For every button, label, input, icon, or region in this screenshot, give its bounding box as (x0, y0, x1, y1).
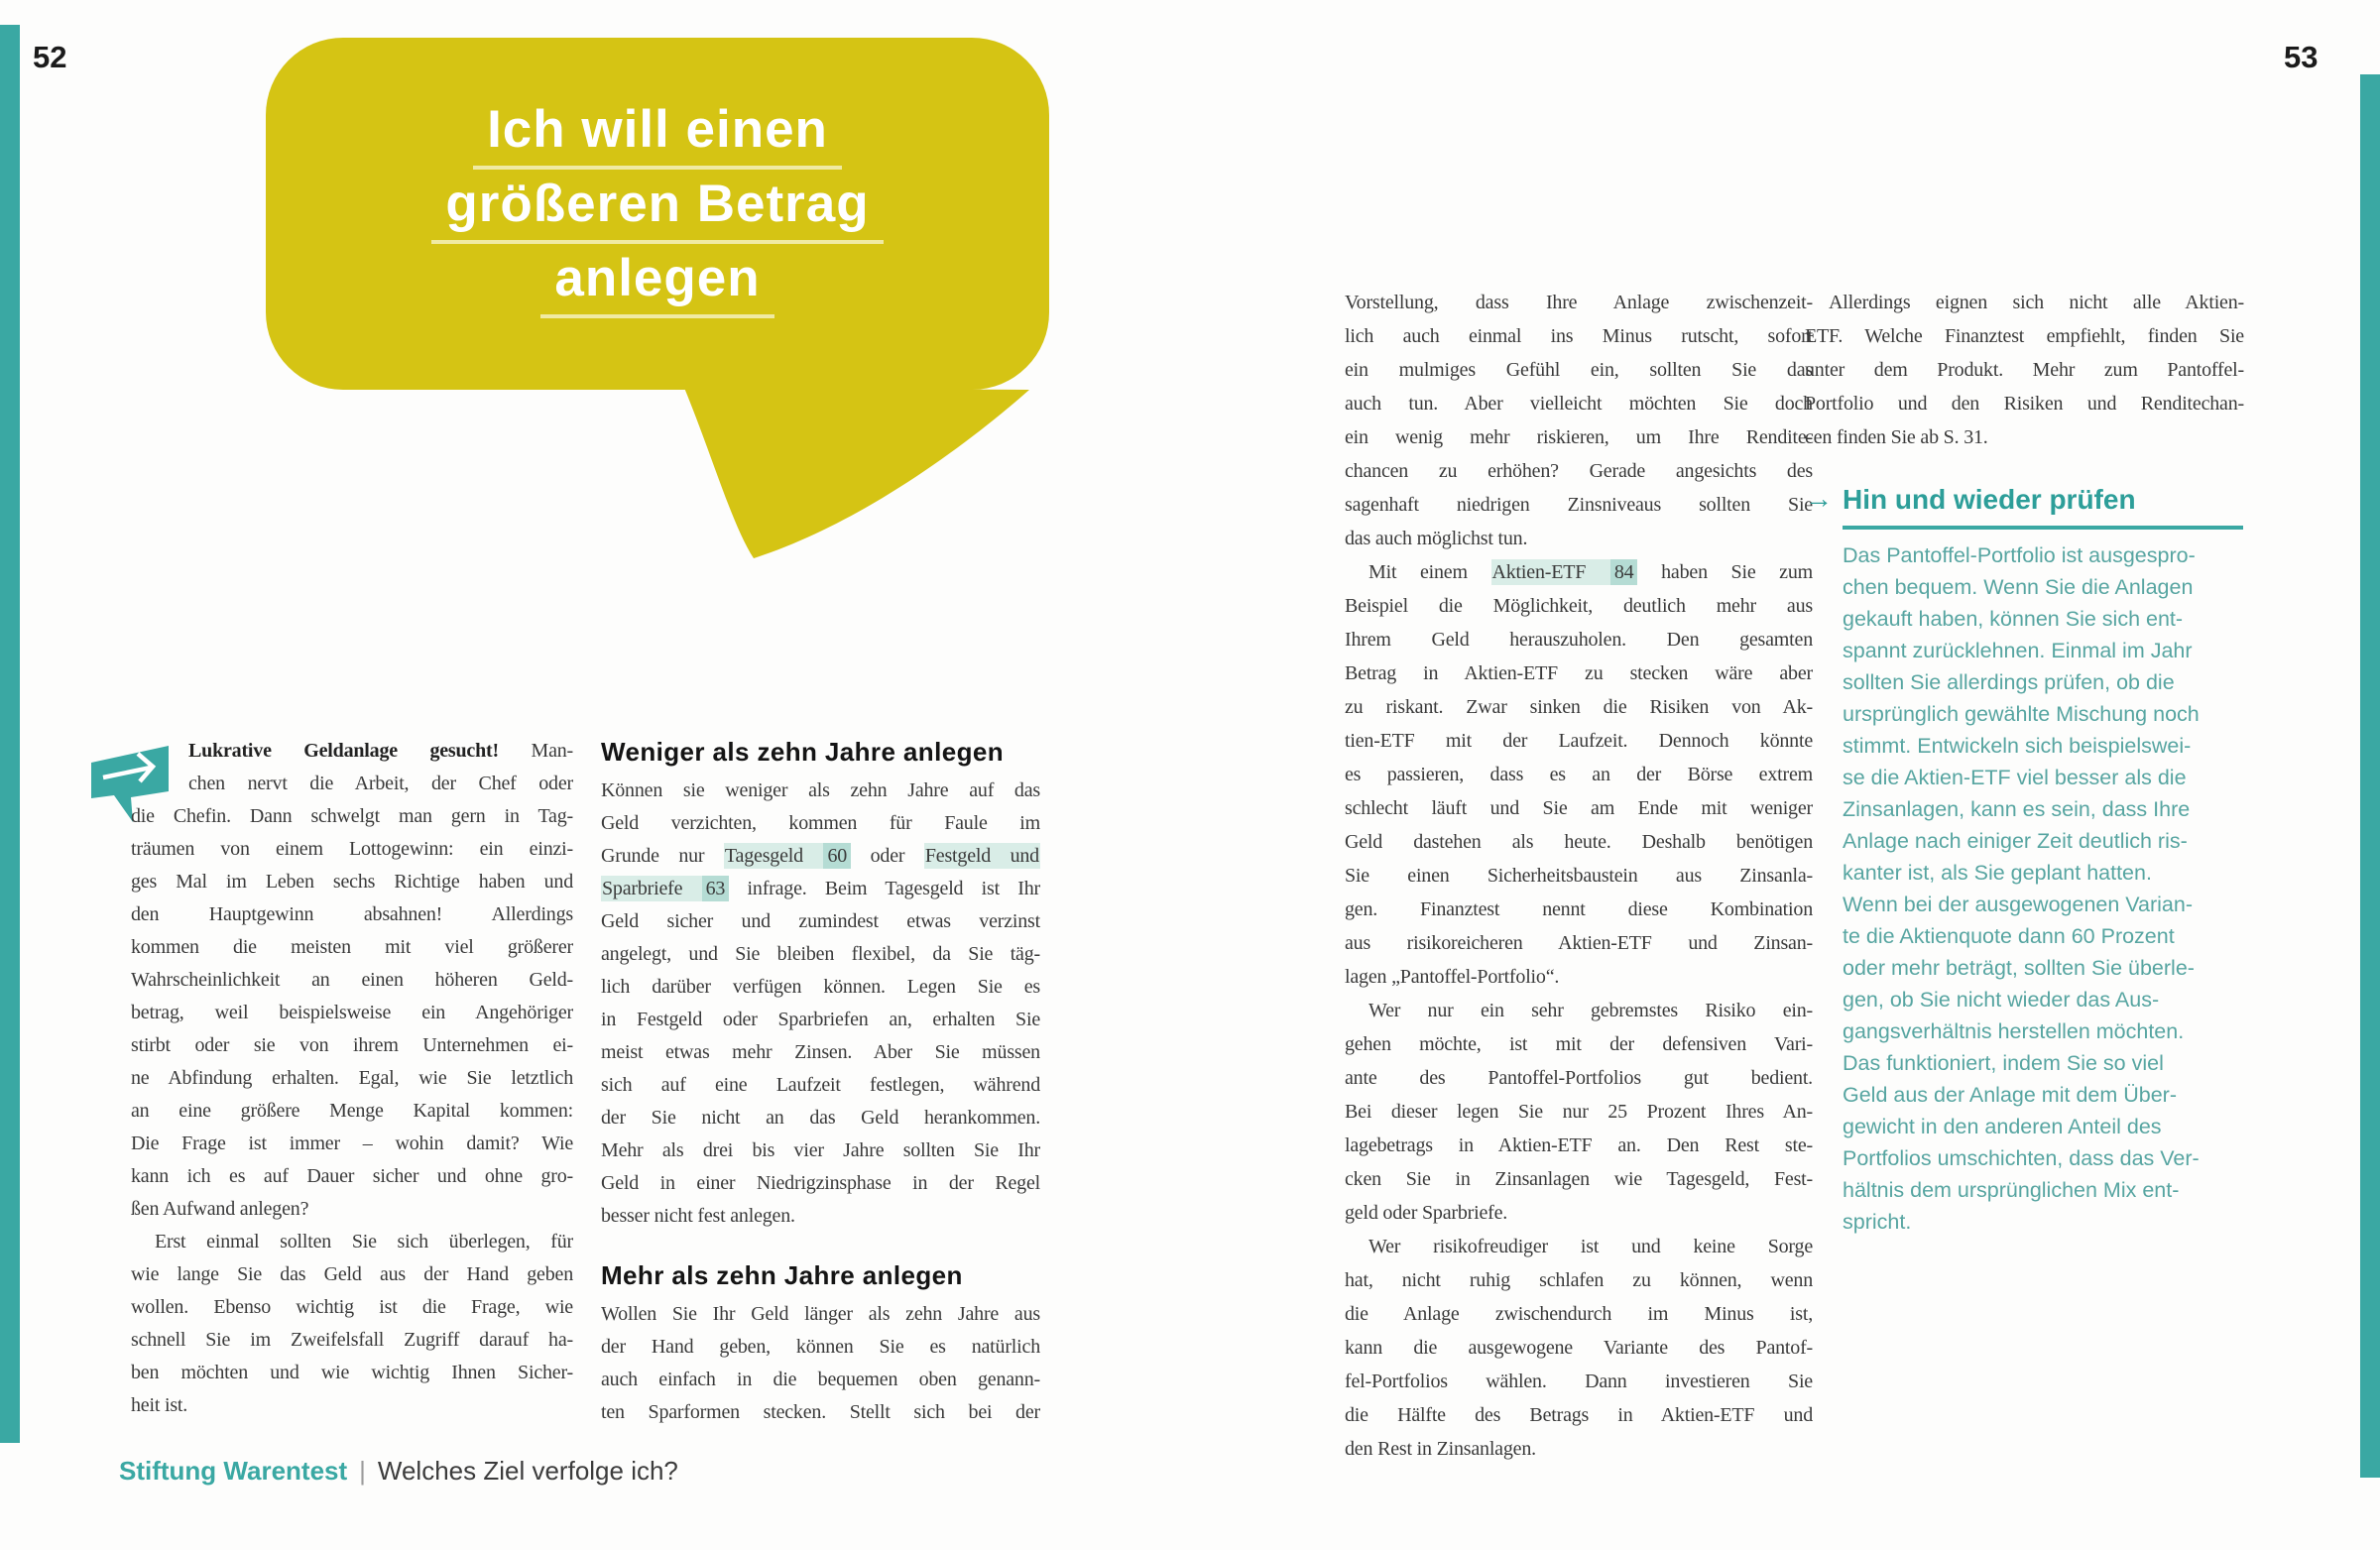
text-segment: spricht. (1843, 1210, 1912, 1234)
right-accent-bar (2360, 74, 2380, 1478)
text-line (1345, 690, 1813, 724)
text-segment: in Festgeld oder Sparbriefen an, erhalten Sie (601, 1009, 1040, 1030)
text-line (1805, 420, 2244, 454)
text-segment: Sie einen Sicherheitsbaustein aus Zinsanla- (1345, 865, 1813, 887)
text-line (1345, 1061, 1813, 1095)
text-segment: Wer risikofreudiger ist und keine Sorge (1368, 1236, 1813, 1257)
text-segment: angelegt, und Sie bleiben flexibel, da Sie täg- (601, 943, 1040, 965)
footer-divider: | (359, 1456, 366, 1486)
text-line (1843, 762, 2243, 793)
text-segment: Portfolios umschichten, dass das Ver- (1843, 1146, 2200, 1170)
text-line (601, 873, 1040, 905)
text-segment: unter dem Produkt. Mehr zum Pantoffel- (1805, 359, 2244, 381)
text-segment: Können sie weniger als zehn Jahre auf das (601, 779, 1040, 801)
text-line (1843, 1015, 2243, 1047)
section-heading-more-than-ten-years: Mehr als zehn Jahre anlegen (601, 1260, 963, 1290)
text-line (131, 1160, 573, 1193)
text-line (1345, 825, 1813, 859)
text-segment: gen. Finanztest nennt diese Kombination (1345, 898, 1813, 920)
text-line (1843, 730, 2243, 762)
text-segment: te die Aktienquote dann 60 Prozent (1843, 924, 2175, 948)
text-segment: haben Sie zum (1637, 561, 1814, 583)
note-body (1843, 539, 2243, 1238)
text-line (1843, 984, 2243, 1015)
text-line (131, 800, 573, 833)
text-line (601, 1167, 1040, 1200)
topic-highlight: Sparbriefe (602, 878, 701, 899)
text-segment: Zinsanlagen, kann es sein, dass Ihre (1843, 797, 2191, 821)
page-ref: 60 (823, 843, 851, 869)
text-line (1345, 1432, 1813, 1466)
text-line (601, 938, 1040, 971)
text-segment: ante des Pantoffel-Portfolios gut bedient. (1345, 1067, 1813, 1089)
text-line (601, 905, 1040, 938)
text-line (1345, 994, 1813, 1027)
text-line (1843, 920, 2243, 952)
text-line (131, 1389, 573, 1422)
text-segment: auch tun. Aber vielleicht möchten Sie doch (1345, 393, 1813, 415)
text-segment: Geld in einer Niedrigzinsphase in der Regel (601, 1172, 1040, 1194)
text-line (1345, 1162, 1813, 1196)
speech-bubble (266, 38, 1049, 390)
text-line (131, 997, 573, 1029)
text-line (601, 1036, 1040, 1069)
text-segment: stirbt oder sie von ihrem Unternehmen ei- (131, 1034, 573, 1056)
text-line (1345, 1095, 1813, 1129)
topic-highlight: Aktien-ETF (1491, 561, 1609, 583)
text-segment: Mit einem (1368, 561, 1491, 583)
text-segment: Lukrative Geldanlage gesucht! (188, 740, 499, 762)
text-line (601, 1069, 1040, 1102)
text-segment: gen, ob Sie nicht wieder das Aus- (1843, 988, 2160, 1012)
text-line (1345, 353, 1813, 387)
text-line (601, 1298, 1040, 1331)
text-segment: chen nervt die Arbeit, der Chef oder (188, 773, 573, 794)
text-segment: der Sie nicht an das Geld herankommen. (601, 1107, 1040, 1129)
text-line (1843, 571, 2243, 603)
text-segment: meist etwas mehr Zinsen. Aber Sie müssen (601, 1041, 1040, 1063)
text-segment: Mehr als drei bis vier Jahre sollten Sie Ihr (601, 1139, 1040, 1161)
bubble-title-line: größeren Betrag (266, 174, 1049, 248)
text-segment: Bei dieser legen Sie nur 25 Prozent Ihres An- (1345, 1101, 1813, 1123)
column-2-body-1 (601, 775, 1040, 1233)
text-segment: wollen. Ebenso wichtig ist die Frage, wie (131, 1296, 573, 1318)
text-line (131, 964, 573, 997)
text-line (1345, 623, 1813, 656)
text-segment: Wenn bei der ausgewogenen Varian- (1843, 893, 2193, 916)
text-segment: gangsverhältnis herstellen möchten. (1843, 1019, 2185, 1043)
text-segment: Allerdings eignen sich nicht alle Aktien- (1829, 292, 2244, 313)
section-heading-less-than-ten-years: Weniger als zehn Jahre anlegen (601, 737, 1004, 767)
text-segment: die Hälfte des Betrags in Aktien-ETF und (1345, 1404, 1813, 1426)
text-line (1843, 1174, 2243, 1206)
text-segment: ges Mal im Leben sechs Richtige haben und (131, 871, 573, 893)
text-line (131, 1193, 573, 1226)
text-line (1345, 555, 1813, 589)
text-line (1843, 825, 2243, 857)
text-segment: spannt zurücklehnen. Einmal im Jahr (1843, 639, 2193, 662)
text-segment: geld oder Sparbriefe. (1345, 1202, 1508, 1224)
text-segment: das auch möglichst tun. (1345, 528, 1528, 549)
text-segment: ne Abfindung erhalten. Egal, wie Sie letztlich (131, 1067, 573, 1089)
text-line (1345, 1297, 1813, 1331)
text-segment: Anlage nach einiger Zeit deutlich ris- (1843, 829, 2188, 853)
text-segment: hat, nicht ruhig schlafen zu können, wenn (1345, 1269, 1813, 1291)
text-segment: lagen „Pantoffel-Portfolio“. (1345, 966, 1560, 988)
text-line (131, 1062, 573, 1095)
page-number-right: 53 (2284, 40, 2319, 74)
text-segment: schlecht läuft und Sie am Ende mit weniger (1345, 797, 1813, 819)
text-segment: wie lange Sie das Geld aus der Hand geben (131, 1263, 573, 1285)
text-segment: chancen zu erhöhen? Gerade angesichts des (1345, 460, 1813, 482)
text-segment: aus risikoreicheren Aktien-ETF und Zinsan- (1345, 932, 1813, 954)
text-line (1805, 387, 2244, 420)
page-ref: 63 (702, 876, 730, 901)
text-segment: sagenhaft niedrigen Zinsniveaus sollten Sie (1345, 494, 1813, 516)
text-line (1345, 1129, 1813, 1162)
text-segment: stimmt. Entwickeln sich beispielswei- (1843, 734, 2192, 758)
text-line (601, 775, 1040, 807)
page-number-left: 52 (33, 40, 67, 74)
text-line (1345, 387, 1813, 420)
text-line (131, 1258, 573, 1291)
text-segment: sollten Sie allerdings prüfen, ob die (1843, 670, 2175, 694)
text-segment: gehen möchte, ist mit der defensiven Vari- (1345, 1033, 1813, 1055)
text-line (1345, 1398, 1813, 1432)
text-line (1805, 319, 2244, 353)
text-line (1345, 656, 1813, 690)
text-line (131, 866, 573, 898)
text-line (601, 971, 1040, 1004)
text-line (1843, 666, 2243, 698)
text-segment: oder mehr beträgt, sollten Sie überle- (1843, 956, 2195, 980)
text-segment: besser nicht fest anlegen. (601, 1205, 795, 1227)
text-line (131, 1128, 573, 1160)
text-line (131, 1324, 573, 1357)
text-line (1345, 488, 1813, 522)
text-segment: Beispiel die Möglichkeit, deutlich mehr aus (1345, 595, 1813, 617)
text-line (131, 1291, 573, 1324)
text-line (131, 833, 573, 866)
text-segment: Die Frage ist immer – wohin damit? Wie (131, 1133, 573, 1154)
text-line (1843, 603, 2243, 635)
text-segment: Wahrscheinlichkeit an einen höheren Geld- (131, 969, 573, 991)
text-segment: Geld sicher und zumindest etwas verzinst (601, 910, 1040, 932)
text-segment: gekauft haben, können Sie sich ent- (1843, 607, 2184, 631)
text-line (1345, 1027, 1813, 1061)
text-line (1345, 319, 1813, 353)
text-line (1345, 420, 1813, 454)
text-line (131, 1357, 573, 1389)
flag-icon-spacer (131, 735, 188, 798)
text-segment: schnell Sie im Zweifelsfall Zugriff darauf ha- (131, 1329, 573, 1351)
text-line (601, 1004, 1040, 1036)
text-segment: kanter ist, als Sie geplant hatten. (1843, 861, 2152, 885)
text-line (1805, 353, 2244, 387)
text-segment: zu riskant. Zwar sinken die Risiken von Ak- (1345, 696, 1813, 718)
text-line (1345, 893, 1813, 926)
text-line (1345, 1230, 1813, 1263)
text-line (131, 1226, 573, 1258)
text-segment: tien-ETF mit der Laufzeit. Dennoch könnte (1345, 730, 1813, 752)
text-line (131, 1029, 573, 1062)
text-segment: Grunde nur (601, 845, 724, 867)
footer-brand: Stiftung Warentest (119, 1456, 348, 1486)
text-segment: es passieren, dass es an der Börse extrem (1345, 764, 1813, 785)
text-segment: kann die ausgewogene Variante des Pantof- (1345, 1337, 1813, 1359)
bubble-title-line: Ich will einen (266, 99, 1049, 174)
text-line (1345, 791, 1813, 825)
column-2-body-2 (601, 1298, 1040, 1429)
text-segment: lagebetrags in Aktien-ETF an. Den Rest ste- (1345, 1134, 1813, 1156)
text-segment: ben möchten und wie wichtig Ihnen Sicher- (131, 1362, 573, 1383)
text-segment: Vorstellung, dass Ihre Anlage zwischenzeit- (1345, 292, 1813, 313)
text-segment: heit ist. (131, 1394, 188, 1416)
text-line (601, 807, 1040, 840)
text-segment: die Chefin. Dann schwelgt man gern in Tag- (131, 805, 573, 827)
text-line (1345, 859, 1813, 893)
bubble-title-line: anlegen (266, 248, 1049, 322)
text-segment: Geld verzichten, kommen für Faule im (601, 812, 1040, 834)
text-segment: lich auch einmal ins Minus rutscht, sofort (1345, 325, 1813, 347)
footer (119, 1456, 678, 1487)
text-line (1345, 454, 1813, 488)
text-segment: träumen von einem Lottogewinn: ein einzi- (131, 838, 573, 860)
text-segment: gewicht in den anderen Anteil des (1843, 1115, 2162, 1138)
column-1 (131, 735, 573, 1422)
text-segment: der Hand geben, können Sie es natürlich (601, 1336, 1040, 1358)
text-segment: hältnis dem ursprünglichen Mix ent- (1843, 1178, 2180, 1202)
footer-section-title: Welches Ziel verfolge ich? (377, 1456, 678, 1486)
text-line (1843, 1111, 2243, 1142)
text-segment: Das funktioniert, indem Sie so viel (1843, 1051, 2164, 1075)
text-line (131, 768, 573, 800)
text-segment: Betrag in Aktien-ETF zu stecken wäre aber (1345, 662, 1813, 684)
text-line (1843, 1047, 2243, 1079)
text-line (1345, 724, 1813, 758)
text-segment: kommen die meisten mit viel größerer (131, 936, 573, 958)
text-segment: die Anlage zwischendurch im Minus ist, (1345, 1303, 1813, 1325)
text-line (1843, 1142, 2243, 1174)
text-segment: Geld dastehen als heute. Deshalb benötigen (1345, 831, 1813, 853)
text-segment: infrage. Beim Tagesgeld ist Ihr (729, 878, 1040, 899)
text-line (1345, 589, 1813, 623)
text-segment: ein mulmiges Gefühl ein, sollten Sie das (1345, 359, 1813, 381)
text-line (1843, 952, 2243, 984)
text-segment: Portfolio und den Risiken und Renditechan- (1805, 393, 2244, 415)
text-line (601, 840, 1040, 873)
text-segment: oder (851, 845, 924, 867)
text-line (131, 931, 573, 964)
text-line (1805, 286, 2244, 319)
column-2 (601, 735, 1040, 1429)
text-line (1345, 926, 1813, 960)
text-segment: ursprünglich gewählte Mischung noch (1843, 702, 2200, 726)
text-segment: cken Sie in Zinsanlagen wie Tagesgeld, Fest- (1345, 1168, 1813, 1190)
text-segment: Wer nur ein sehr gebremstes Risiko ein- (1368, 1000, 1813, 1021)
text-segment: Geld aus der Anlage mit dem Über- (1843, 1083, 2177, 1107)
text-line (131, 735, 573, 768)
column-4 (1805, 286, 2244, 454)
text-line (1843, 1079, 2243, 1111)
text-segment: Das Pantoffel-Portfolio ist ausgespro- (1843, 543, 2196, 567)
text-line (1843, 698, 2243, 730)
text-segment: ein wenig mehr riskieren, um Ihre Rendite- (1345, 426, 1813, 448)
section-gap (601, 1233, 1040, 1258)
text-segment: den Hauptgewinn absahnen! Allerdings (131, 903, 573, 925)
text-line (1345, 522, 1813, 555)
text-line (131, 898, 573, 931)
text-line (1345, 758, 1813, 791)
text-segment: lich darüber verfügen können. Legen Sie es (601, 976, 1040, 998)
topic-highlight: Tagesgeld (724, 845, 823, 867)
text-line (1843, 793, 2243, 825)
text-line (1843, 635, 2243, 666)
text-segment: chen bequem. Wenn Sie die Anlagen (1843, 575, 2194, 599)
text-line (601, 1331, 1040, 1364)
text-segment: Erst einmal sollten Sie sich überlegen, für (155, 1231, 573, 1252)
text-line (1843, 889, 2243, 920)
speech-bubble-tail-icon (635, 388, 1031, 564)
text-segment: den Rest in Zinsanlagen. (1345, 1438, 1536, 1460)
text-segment: sich auf eine Laufzeit festlegen, während (601, 1074, 1040, 1096)
column-3 (1345, 286, 1813, 1466)
text-segment: cen finden Sie ab S. 31. (1805, 426, 1988, 448)
text-segment: ten Sparformen stecken. Stellt sich bei der (601, 1401, 1040, 1423)
text-line (1843, 1206, 2243, 1238)
topic-highlight: Festgeld und (924, 845, 1039, 867)
text-segment: Man- (498, 740, 574, 762)
text-segment: betrag, weil beispielsweise ein Angehöriger (131, 1002, 573, 1023)
text-segment: se die Aktien-ETF viel besser als die (1843, 766, 2187, 789)
text-segment: ßen Aufwand anlegen? (131, 1198, 309, 1220)
note-arrow-icon: → (1805, 483, 1833, 514)
text-segment: fel-Portfolios wählen. Dann investieren Sie (1345, 1371, 1813, 1392)
sidebar-note (1805, 482, 2243, 1238)
text-line (601, 1134, 1040, 1167)
text-line (601, 1102, 1040, 1134)
text-segment: Ihrem Geld herauszuholen. Den gesamten (1345, 629, 1813, 651)
text-line (1843, 857, 2243, 889)
left-accent-bar (0, 25, 20, 1443)
text-line (1345, 960, 1813, 994)
text-line (1345, 286, 1813, 319)
text-line (601, 1200, 1040, 1233)
text-line (131, 1095, 573, 1128)
text-line (1843, 539, 2243, 571)
text-line (1345, 1331, 1813, 1365)
text-line (601, 1396, 1040, 1429)
text-segment: auch einfach in die bequemen oben genann- (601, 1369, 1040, 1390)
text-segment: kann ich es auf Dauer sicher und ohne gro- (131, 1165, 573, 1187)
text-line (601, 1364, 1040, 1396)
text-line (1345, 1263, 1813, 1297)
text-line (1345, 1196, 1813, 1230)
page-ref: 84 (1610, 559, 1638, 585)
text-segment: Wollen Sie Ihr Geld länger als zehn Jahre aus (601, 1303, 1040, 1325)
text-segment: an eine größere Menge Kapital kommen: (131, 1100, 573, 1122)
text-segment: ETF. Welche Finanztest empfiehlt, finden Sie (1805, 325, 2244, 347)
text-line (1345, 1365, 1813, 1398)
note-heading: Hin und wieder prüfen (1843, 482, 2243, 530)
